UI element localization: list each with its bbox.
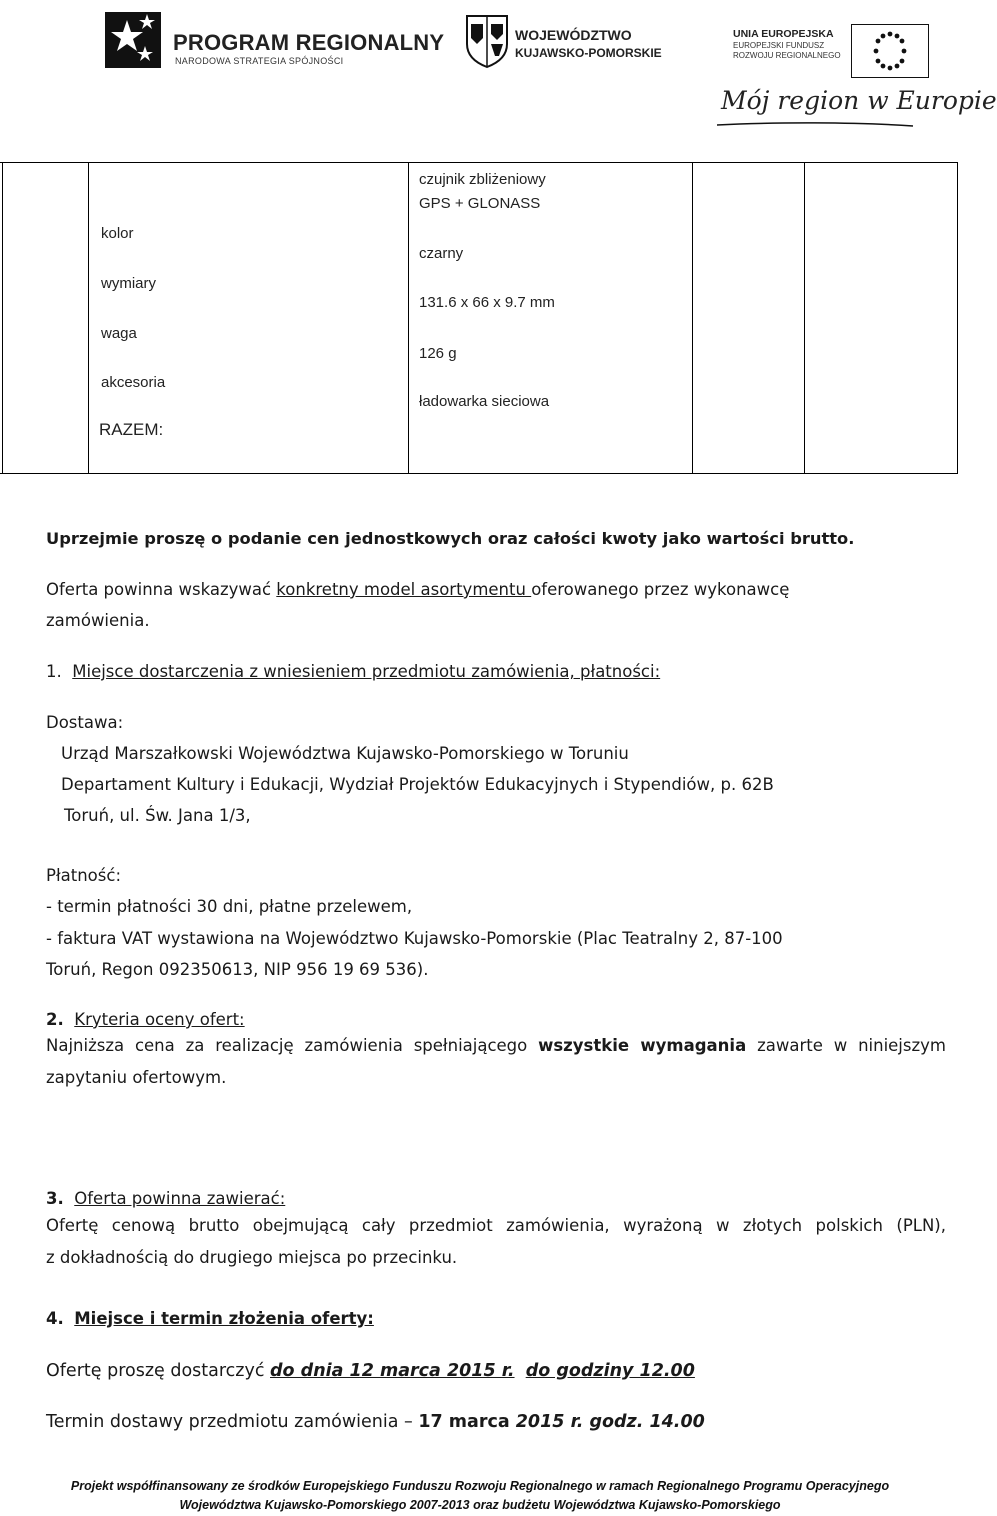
- delivery-term-date: 17 marca: [418, 1412, 510, 1432]
- slogan-underline: [715, 120, 915, 128]
- section-1-title: Miejsce dostarczenia z wniesieniem przedmiotu zamówienia, płatności:: [72, 662, 661, 681]
- deadline-date: do dnia 12 marca 2015 r.: [270, 1361, 515, 1381]
- section-4-heading: [46, 1309, 374, 1329]
- offer-text-underlined: konkretny model asortymentu: [276, 580, 532, 599]
- table-col-divider: [408, 162, 409, 474]
- delivery-line: Urząd Marszałkowski Województwa Kujawsko-Pomorskiego w Toruniu: [61, 744, 629, 763]
- deadline-hour: do godziny 12.00: [525, 1361, 695, 1381]
- spec-value-weight: 126 g: [419, 345, 457, 362]
- spec-label-accessories: akcesoria: [101, 374, 166, 391]
- table-border-top: [0, 162, 958, 163]
- criteria-text-post: zawarte w niniejszym: [746, 1036, 946, 1055]
- section-1-number: 1.: [46, 662, 62, 681]
- offer-content-line2: z dokładnością do drugiego miejsca po przecinku.: [46, 1248, 458, 1267]
- section-2-number: 2.: [46, 1010, 64, 1029]
- footer-line2: Województwa Kujawsko-Pomorskiego 2007-2013 oraz budżetu Województwa Kujawsko-Pomorskiego: [179, 1498, 781, 1512]
- region-line1: WOJEWÓDZTWO: [515, 27, 632, 43]
- section-3-title: Oferta powinna zawierać:: [74, 1189, 286, 1208]
- criteria-text-bold: wszystkie wymagania: [538, 1036, 747, 1055]
- section-3-heading: [46, 1189, 285, 1209]
- criteria-text-pre: Najniższa cena za realizację zamówienia spełniającego: [46, 1036, 539, 1055]
- delivery-term-hour: r. godz. 14.00: [570, 1412, 705, 1432]
- offer-content-line1: Ofertę cenową brutto obejmującą cały przedmiot zamówienia, wyrażoną w złotych polskich (PLN),: [46, 1216, 946, 1235]
- spec-table: [0, 162, 958, 474]
- eu-line2: EUROPEJSKI FUNDUSZ: [733, 41, 825, 50]
- spec-label-weight: waga: [101, 325, 137, 342]
- criteria-line1: [46, 1036, 946, 1056]
- region-line2: KUJAWSKO-POMORSKIE: [515, 46, 662, 60]
- criteria-line2: zapytaniu ofertowym.: [46, 1068, 227, 1087]
- table-col-divider: [957, 162, 958, 474]
- spec-value-gps: GPS + GLONASS: [419, 195, 541, 212]
- payment-label: Płatność:: [46, 866, 121, 885]
- section-3-number: 3.: [46, 1189, 64, 1208]
- section-4-title: Miejsce i termin złożenia oferty:: [74, 1309, 374, 1328]
- spec-value-color: czarny: [419, 245, 464, 262]
- table-col-divider: [692, 162, 693, 474]
- program-subtitle: NARODOWA STRATEGIA SPÓJNOŚCI: [175, 56, 344, 66]
- delivery-label: Dostawa:: [46, 713, 124, 732]
- eu-logo: [715, 20, 997, 130]
- spec-value-sensor: czujnik zbliżeniowy: [419, 171, 546, 188]
- eu-flag-icon: [851, 24, 929, 78]
- intro-paragraph: Uprzejmie proszę o podanie cen jednostkowych oraz całości kwoty jako wartości brutto.: [46, 529, 855, 548]
- footer-line1: Projekt współfinansowany ze środków Europejskiego Funduszu Rozwoju Regionalnego w ramach Regionalnego Programu Operacyjnego: [70, 1479, 890, 1493]
- delivery-line: Departament Kultury i Edukacji, Wydział Projektów Edukacyjnych i Stypendiów, p. 62B: [61, 775, 774, 794]
- section-4-number: 4.: [46, 1309, 64, 1328]
- table-col-divider: [804, 162, 805, 474]
- payment-line: - termin płatności 30 dni, płatne przelewem,: [46, 897, 413, 916]
- program-regionalny-logo: [105, 8, 445, 72]
- spec-value-dimensions: 131.6 x 66 x 9.7 mm: [419, 294, 555, 311]
- table-border-bottom: [0, 473, 958, 474]
- eu-slogan: Mój region w Europie: [721, 86, 997, 115]
- spec-label-total: RAZEM:: [99, 420, 164, 439]
- eu-line3: ROZWOJU REGIONALNEGO: [733, 51, 841, 60]
- delivery-term-year: 2015: [509, 1412, 571, 1432]
- deadline-line: [46, 1361, 695, 1381]
- spec-label-dimensions: wymiary: [101, 275, 156, 292]
- spec-value-accessories: ładowarka sieciowa: [419, 393, 550, 410]
- program-title: PROGRAM REGIONALNY: [173, 30, 445, 55]
- section-2-title: Kryteria oceny ofert:: [74, 1010, 245, 1029]
- delivery-line: Toruń, ul. Św. Jana 1/3,: [64, 806, 251, 825]
- offer-text-pre: Oferta powinna wskazywać: [46, 580, 277, 599]
- offer-paragraph-line2: zamówienia.: [46, 611, 150, 630]
- offer-text-post: oferowanego przez wykonawcę: [531, 580, 790, 599]
- spec-label-color: kolor: [101, 225, 134, 242]
- deadline-text-pre: Ofertę proszę dostarczyć: [46, 1361, 271, 1381]
- payment-line: Toruń, Regon 092350613, NIP 956 19 69 536).: [46, 960, 429, 979]
- region-logo: [465, 14, 685, 74]
- section-2-heading: [46, 1010, 245, 1030]
- table-col-divider: [2, 162, 3, 474]
- eu-line1: UNIA EUROPEJSKA: [733, 28, 834, 40]
- delivery-term-pre: Termin dostawy przedmiotu zamówienia –: [46, 1412, 419, 1432]
- payment-line: - faktura VAT wystawiona na Województwo Kujawsko-Pomorskie (Plac Teatralny 2, 87-100: [46, 929, 783, 948]
- coat-of-arms-icon: [465, 14, 509, 68]
- section-1-heading: [46, 662, 660, 682]
- offer-paragraph-line1: [46, 580, 789, 600]
- stars-emblem-icon: [105, 8, 165, 72]
- delivery-term-line: [46, 1412, 705, 1432]
- table-col-divider: [88, 162, 89, 474]
